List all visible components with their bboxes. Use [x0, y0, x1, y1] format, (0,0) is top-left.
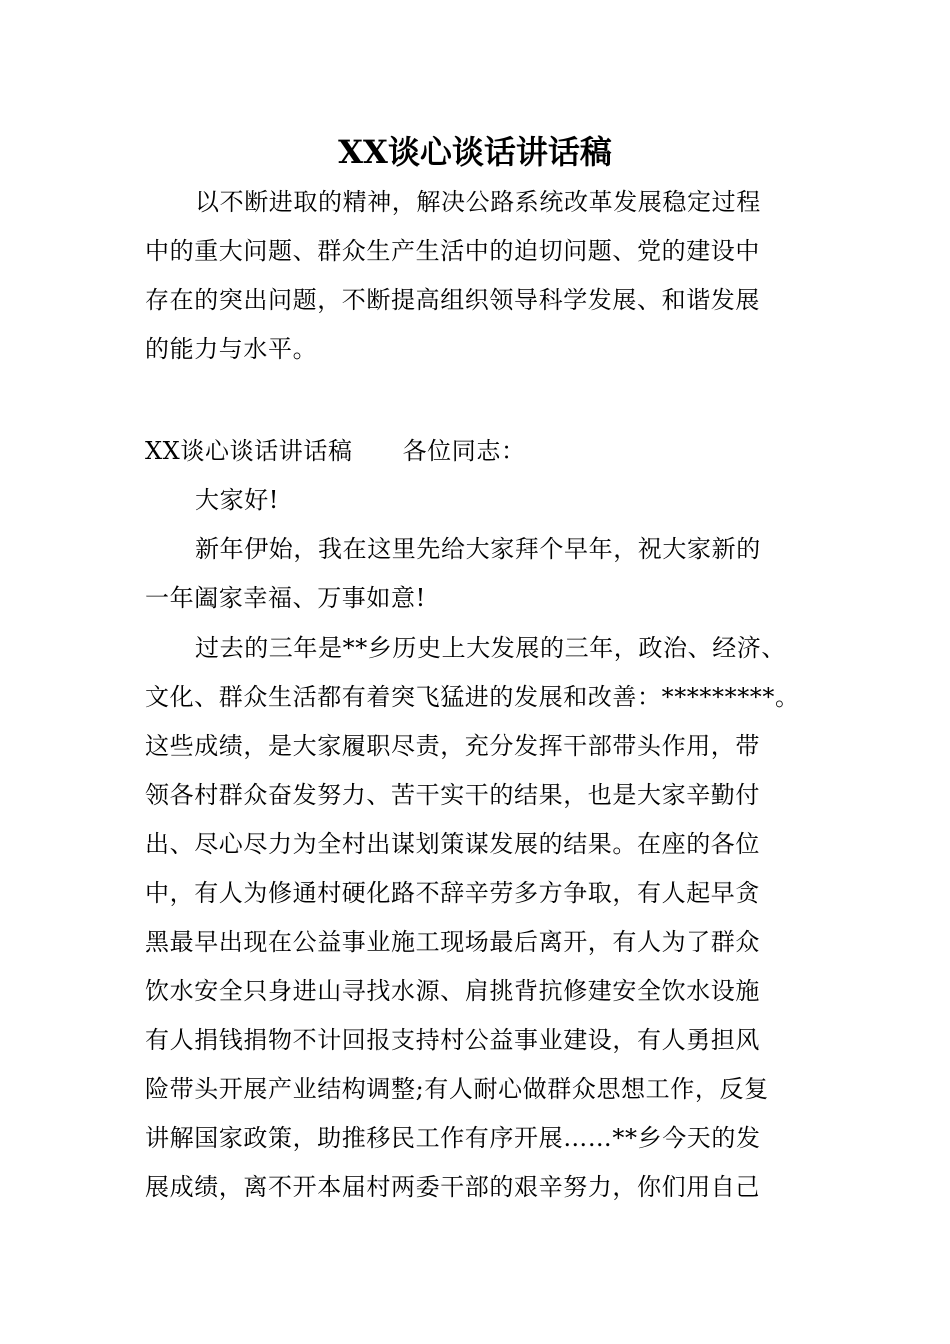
text-line: 中，有人为修通村硬化路不辞辛劳多方争取，有人起早贪: [145, 879, 760, 907]
text-line: 饮水安全只身进山寻找水源、肩挑背抗修建安全饮水设施: [145, 977, 760, 1005]
text-line: 新年伊始，我在这里先给大家拜个早年，祝大家新的: [195, 535, 761, 563]
text-line: 文化、群众生活都有着突飞猛进的发展和改善：*********。: [145, 683, 800, 711]
speech-heading-line: [145, 427, 817, 476]
text-line: 中的重大问题、群众生产生活中的迫切问题、党的建设中: [145, 237, 760, 265]
newyear-paragraph: [145, 525, 817, 623]
text-line: 过去的三年是**乡历史上大发展的三年，政治、经济、: [195, 634, 786, 662]
text-line: 领各村群众奋发努力、苦干实干的结果，也是大家辛勤付: [145, 781, 760, 809]
speech-heading: XX谈心谈话讲话稿: [145, 437, 353, 465]
intro-paragraph: [145, 178, 817, 374]
text-line: 存在的突出问题，不断提高组织领导科学发展、和谐发展: [145, 286, 760, 314]
text-line: 黑最早出现在公益事业施工现场最后离开，有人为了群众: [145, 928, 760, 956]
greeting: 大家好!: [195, 486, 280, 514]
text-line: 以不断进取的精神，解决公路系统改革发展稳定过程: [195, 188, 761, 216]
text-line: 的能力与水平。: [145, 335, 318, 363]
body-paragraph: [145, 624, 817, 1212]
text-line: 这些成绩，是大家履职尽责，充分发挥干部带头作用，带: [145, 732, 760, 760]
text-line: 一年阖家幸福、万事如意!: [145, 584, 426, 612]
salutation: 各位同志：: [402, 437, 526, 465]
text-line: 出、尽心尽力为全村出谋划策谋发展的结果。在座的各位: [145, 830, 760, 858]
text-line: 有人捐钱捐物不计回报支持村公益事业建设，有人勇担风: [145, 1026, 760, 1054]
text-line: 险带头开展产业结构调整;有人耐心做群众思想工作，反复: [145, 1075, 769, 1103]
document-title: XX谈心谈话讲话稿: [338, 133, 612, 171]
greeting-paragraph: [145, 476, 817, 525]
text-line: 讲解国家政策，助推移民工作有序开展……**乡今天的发: [145, 1124, 761, 1152]
text-line: 展成绩，离不开本届村两委干部的艰辛努力，你们用自己: [145, 1173, 760, 1201]
